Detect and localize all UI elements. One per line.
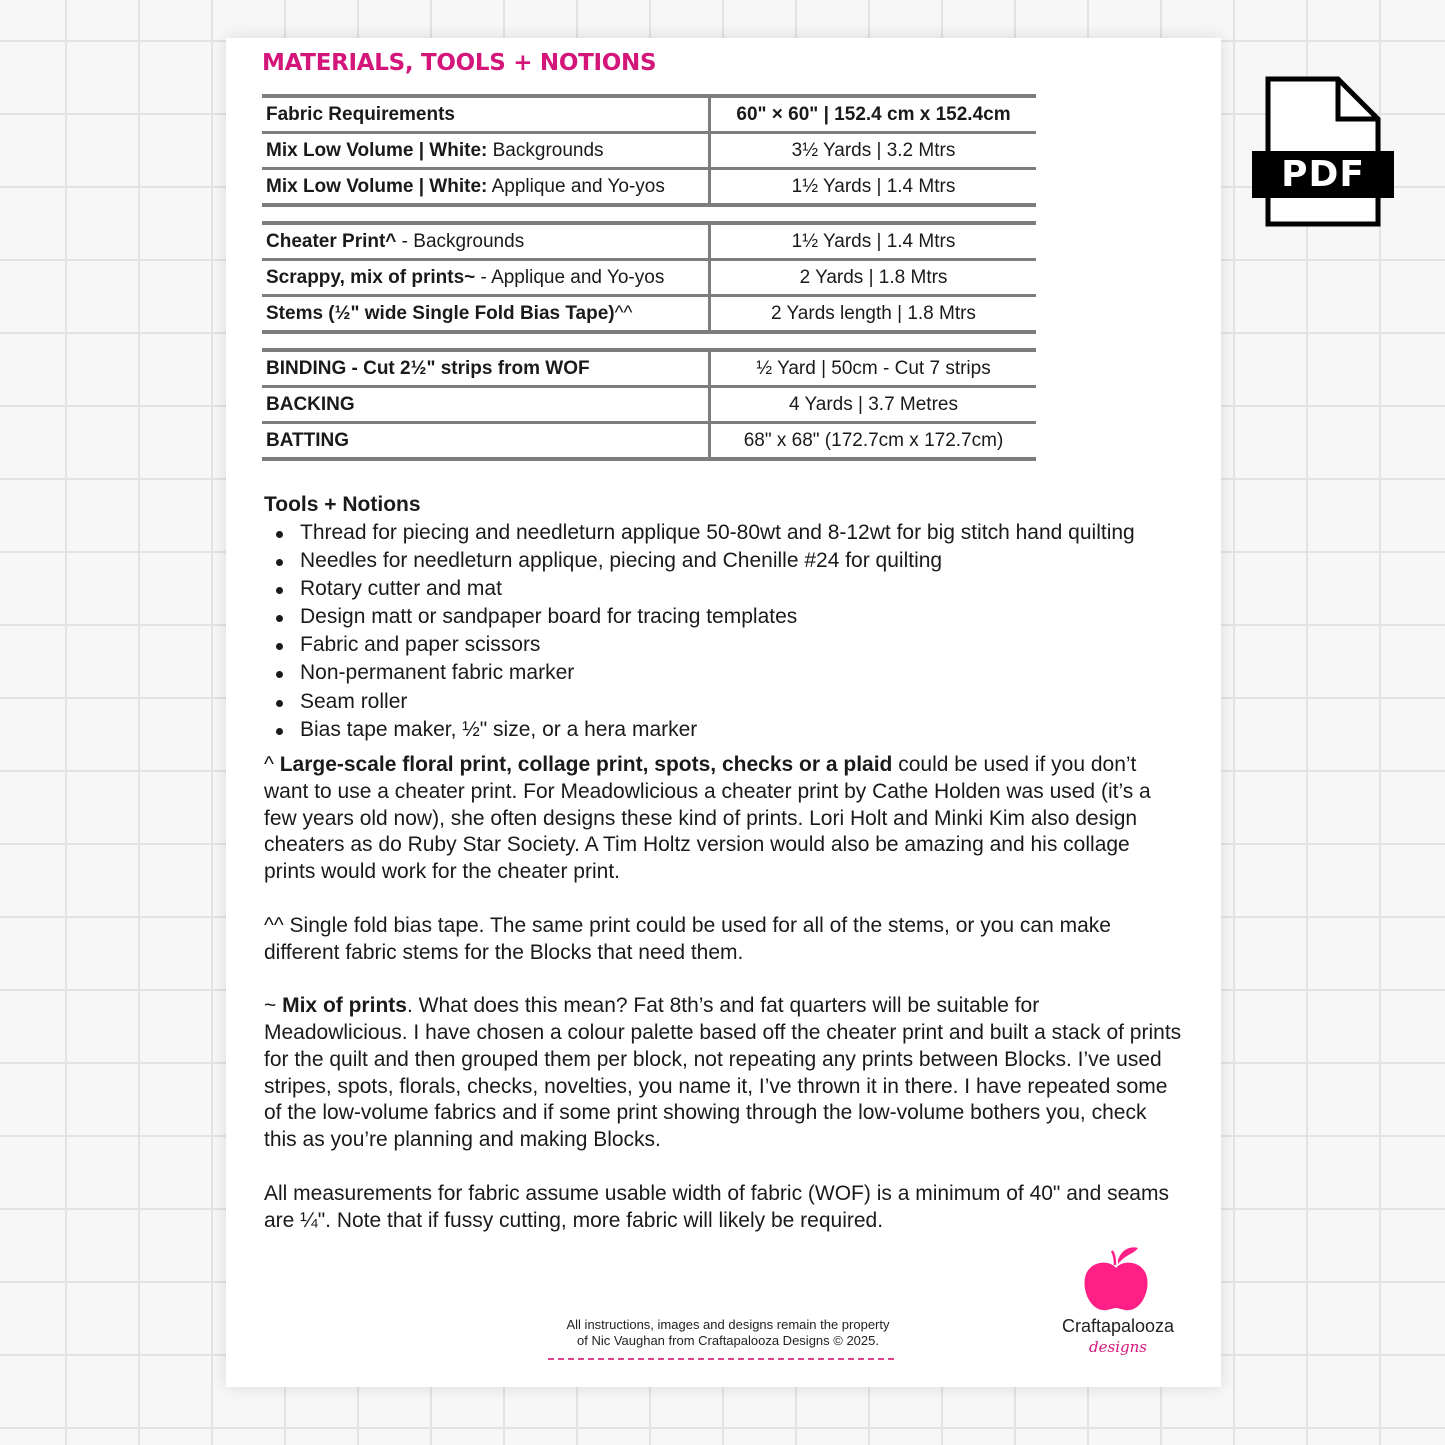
- tools-heading: Tools + Notions: [264, 493, 421, 516]
- note-cheater-print: [264, 752, 1184, 886]
- list-item: Rotary cutter and mat: [300, 575, 1135, 603]
- row-label-bold: Stems (½" wide Single Fold Bias Tape): [266, 302, 615, 324]
- list-item: Thread for piecing and needleturn applique 50-80wt and 8-12wt for big stitch hand quilting: [300, 519, 1135, 547]
- row-label-text: - Applique and Yo-yos: [475, 266, 665, 288]
- list-item: Seam roller: [300, 688, 1135, 716]
- pattern-page: [226, 38, 1221, 1387]
- row-value: 4 Yards | 3.7 Metres: [710, 387, 1037, 423]
- note-prefix: ~: [264, 994, 283, 1018]
- note-prefix: ^: [264, 753, 280, 776]
- logo-subtext: designs: [1089, 1338, 1147, 1356]
- copyright-footer: [548, 1317, 908, 1349]
- row-label-bold: Cheater Print^: [266, 230, 397, 252]
- row-value: 2 Yards | 1.8 Mtrs: [710, 260, 1037, 296]
- row-value: 2 Yards length | 1.8 Mtrs: [710, 296, 1037, 333]
- row-label-bold: BACKING: [266, 393, 355, 415]
- list-item: Needles for needleturn applique, piecing and Chenille #24 for quilting: [300, 547, 1135, 575]
- row-value: 68" x 68" (172.7cm x 172.7cm): [710, 423, 1037, 460]
- row-value: 1½ Yards | 1.4 Mtrs: [710, 223, 1037, 260]
- row-label-text: Applique and Yo-yos: [487, 175, 665, 197]
- page-title: MATERIALS, TOOLS + NOTIONS: [262, 50, 657, 76]
- row-value: ½ Yard | 50cm - Cut 7 strips: [710, 350, 1037, 387]
- pdf-label: PDF: [1281, 154, 1365, 195]
- tools-list: [264, 519, 1135, 744]
- footer-divider: [548, 1358, 894, 1360]
- row-label-bold: BATTING: [266, 429, 350, 451]
- table-row: [262, 387, 1036, 423]
- apple-icon: [1052, 1240, 1184, 1318]
- pdf-file-icon: [1250, 76, 1396, 228]
- table-header-label: Fabric Requirements: [262, 96, 710, 133]
- note-bias-tape: ^^ Single fold bias tape. The same print could be used for all of the stems, or you can make different fabric stems for the Blocks that need them.: [264, 913, 1111, 964]
- note-bold: Mix of prints: [282, 994, 407, 1018]
- row-label-bold: Scrappy, mix of prints~: [266, 266, 476, 288]
- table-row: [262, 169, 1036, 206]
- list-item: Design matt or sandpaper board for tracing templates: [300, 603, 1135, 631]
- row-label-bold: BINDING - Cut 2½" strips from WOF: [266, 357, 590, 379]
- row-label-text: Backgrounds: [487, 139, 604, 161]
- row-label-text: ^^: [614, 302, 633, 324]
- table-row: [262, 423, 1036, 460]
- table-header-row: [262, 96, 1036, 133]
- list-item: Bias tape maker, ½" size, or a hera marker: [300, 716, 1135, 744]
- craftapalooza-logo: [1052, 1240, 1184, 1365]
- table-row: [262, 133, 1036, 169]
- copyright-line-2: of Nic Vaughan from Craftapalooza Designs © 2025.: [576, 1333, 879, 1348]
- logo-wordmark: Craftapalooza: [1061, 1316, 1175, 1336]
- table-row: [262, 296, 1036, 333]
- table-header-value: 60" × 60" | 152.4 cm x 152.4cm: [710, 96, 1037, 133]
- fabric-requirements-table: [262, 94, 1036, 461]
- table-row: [262, 223, 1036, 260]
- note-bold: Large-scale floral print, collage print, spots, checks or a plaid: [279, 753, 893, 776]
- note-text: could be used if you don’t want to use a cheater print. For Meadowlicious a cheater print by Cathe Holden was used (it’s a few years old now), she often designs these kind of prints. Lori Holt and Minki Kim also design cheaters as do Ruby Star Society. A Tim Holtz version would also be amazing and his collage prints would work for the cheater print.: [264, 753, 1151, 884]
- row-label-bold: Mix Low Volume | White:: [266, 139, 488, 161]
- note-mix-of-prints: [264, 993, 1184, 1154]
- row-value: 3½ Yards | 3.2 Mtrs: [710, 133, 1037, 169]
- row-value: 1½ Yards | 1.4 Mtrs: [710, 169, 1037, 206]
- row-label-text: - Backgrounds: [396, 230, 525, 252]
- row-label-bold: Mix Low Volume | White:: [266, 175, 488, 197]
- note-text: . What does this mean? Fat 8th’s and fat quarters will be suitable for Meadowlicious. I have chosen a colour palette based off the cheater print and built a stack of prints for the quilt and then grouped them per block, not repeating any prints between Blocks. I’ve used stripes, spots, florals, checks, novelties, you name it, I’ve thrown it in there. I have repeated some of the low-volume fabrics and if some print showing through the low-volume bothers you, check this as you’re planning and making Blocks.: [264, 994, 1182, 1152]
- table-row: [262, 350, 1036, 387]
- notes-section: [264, 752, 1184, 1261]
- list-item: Fabric and paper scissors: [300, 631, 1135, 659]
- table-row: [262, 260, 1036, 296]
- list-item: Non-permanent fabric marker: [300, 659, 1135, 687]
- copyright-line-1: All instructions, images and designs remain the property: [566, 1317, 890, 1332]
- note-measurements: All measurements for fabric assume usable width of fabric (WOF) is a minimum of 40" and seams are ¼". Note that if fussy cutting, more fabric will likely be required.: [264, 1181, 1169, 1232]
